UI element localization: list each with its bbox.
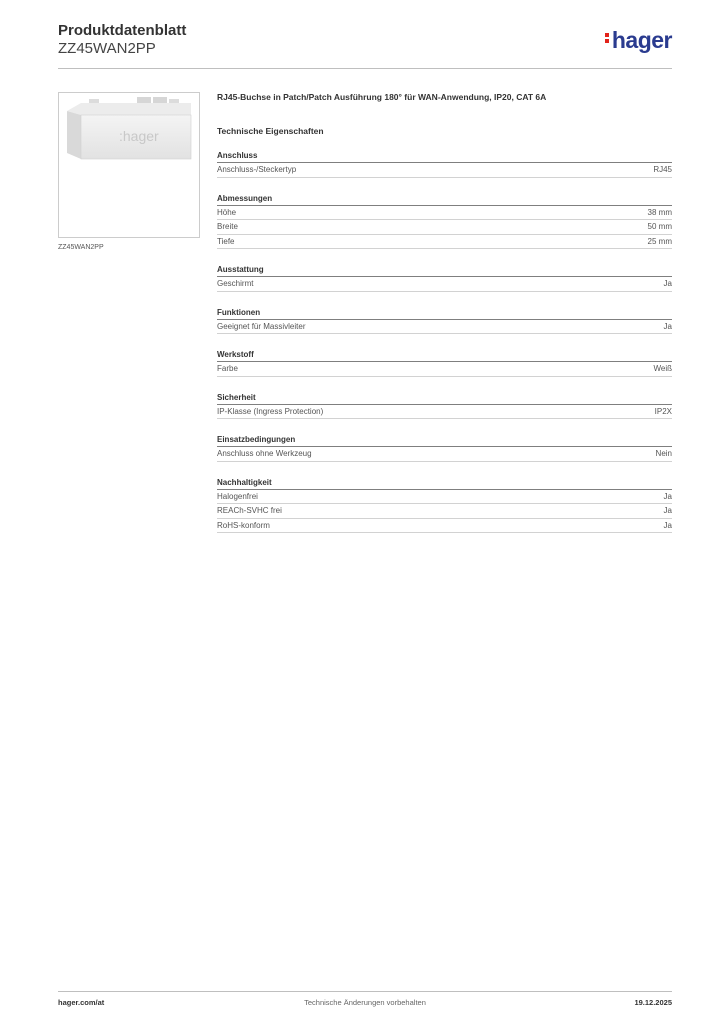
spec-label: REACh-SVHC frei	[217, 506, 282, 515]
spec-value: Ja	[663, 506, 672, 515]
section-heading: Technische Eigenschaften	[217, 126, 324, 136]
spec-group-title: Werkstoff	[217, 350, 672, 362]
spec-label: Farbe	[217, 364, 238, 373]
spec-value: Ja	[663, 520, 672, 530]
logo-colon-icon	[605, 31, 610, 45]
spec-row	[217, 220, 672, 235]
spec-label: Höhe	[217, 207, 237, 217]
spec-value: 38 mm	[647, 207, 672, 217]
spec-group	[217, 265, 672, 292]
spec-group-title: Anschluss	[217, 151, 672, 163]
spec-value: Weiß	[653, 364, 672, 373]
footer-divider	[58, 991, 672, 992]
spec-row	[217, 320, 672, 335]
product-image-caption: ZZ45WAN2PP	[58, 244, 104, 251]
logo-text: hager	[611, 27, 672, 53]
footer-notice: Technische Änderungen vorbehalten	[304, 998, 426, 1007]
spec-row	[217, 235, 672, 250]
product-description: RJ45-Buchse in Patch/Patch Ausführung 180° für WAN-Anwendung, IP20, CAT 6A	[217, 92, 547, 102]
hager-logo	[605, 27, 672, 54]
spec-row	[217, 519, 672, 534]
spec-group	[217, 393, 672, 420]
spec-group-title: Ausstattung	[217, 265, 672, 277]
spec-label: Geeignet für Massivleiter	[217, 321, 306, 331]
spec-row	[217, 447, 672, 462]
spec-group-title: Sicherheit	[217, 393, 672, 405]
spec-value: RJ45	[653, 165, 672, 174]
spec-row	[217, 163, 672, 178]
spec-value: Ja	[663, 491, 672, 501]
spec-group-title: Nachhaltigkeit	[217, 478, 672, 490]
page-header	[58, 22, 672, 68]
spec-label: Anschluss ohne Werkzeug	[217, 449, 312, 458]
spec-group-title: Abmessungen	[217, 194, 672, 206]
product-code: ZZ45WAN2PP	[58, 40, 156, 57]
document-title: Produktdatenblatt	[58, 22, 187, 39]
spec-group	[217, 151, 672, 178]
spec-group	[217, 350, 672, 377]
spec-row	[217, 405, 672, 420]
spec-label: Tiefe	[217, 236, 235, 246]
spec-groups	[217, 151, 672, 533]
spec-value: 50 mm	[647, 222, 672, 231]
spec-label: RoHS-konform	[217, 520, 270, 530]
product-image-logo: :hager	[119, 128, 159, 144]
spec-row	[217, 362, 672, 377]
spec-label: IP-Klasse (Ingress Protection)	[217, 406, 324, 416]
header-divider	[58, 68, 672, 69]
page-footer	[58, 998, 672, 1010]
spec-label: Halogenfrei	[217, 491, 258, 501]
spec-row	[217, 504, 672, 519]
spec-row	[217, 206, 672, 221]
spec-content	[217, 92, 672, 533]
spec-label: Anschluss-/Steckertyp	[217, 165, 297, 174]
spec-value: IP2X	[654, 406, 672, 416]
spec-label: Breite	[217, 222, 238, 231]
spec-value: Nein	[655, 449, 672, 458]
product-image-frame	[58, 92, 200, 238]
spec-group	[217, 308, 672, 335]
spec-label: Geschirmt	[217, 279, 254, 288]
spec-row	[217, 277, 672, 292]
spec-group	[217, 478, 672, 534]
footer-date: 19.12.2025	[634, 998, 672, 1007]
spec-group	[217, 194, 672, 250]
spec-value: Ja	[663, 279, 672, 288]
footer-website: hager.com/at	[58, 998, 105, 1007]
spec-row	[217, 490, 672, 505]
spec-group	[217, 435, 672, 462]
spec-group-title: Funktionen	[217, 308, 672, 320]
spec-value: Ja	[663, 321, 672, 331]
product-image-icon	[59, 93, 199, 237]
spec-value: 25 mm	[647, 236, 672, 246]
spec-group-title: Einsatzbedingungen	[217, 435, 672, 447]
